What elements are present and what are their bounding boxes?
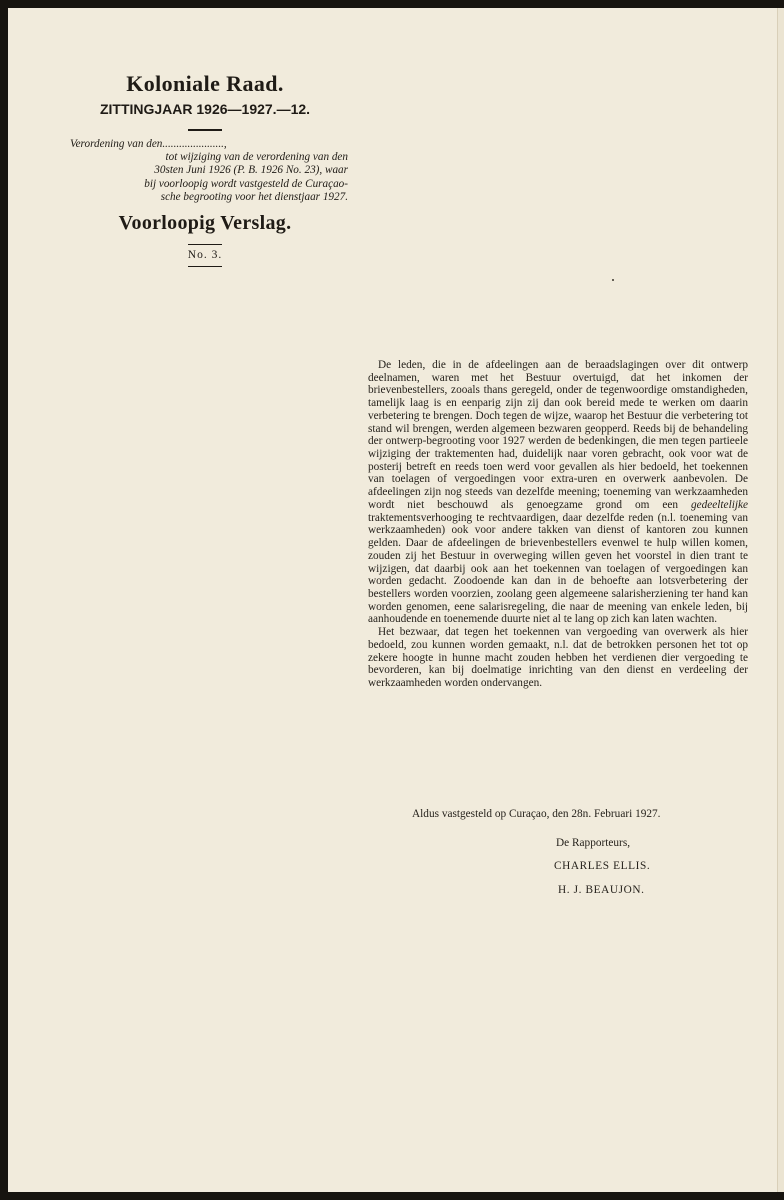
session-year: ZITTINGJAAR 1926—1927.—12.: [99, 101, 311, 117]
number-divider-bottom: [188, 266, 222, 267]
ordinance-subject: [60, 138, 350, 205]
document-page: [8, 8, 784, 1192]
report-number: No. 3.: [187, 248, 223, 261]
subject-line: sche begrooting voor het dienstjaar 1927.: [160, 191, 348, 204]
header-divider: [188, 129, 222, 131]
italic-word: gedeeltelijke: [690, 498, 749, 511]
paragraph: [368, 359, 748, 626]
subject-line: 30sten Juni 1926 (P. B. 1926 No. 23), waar: [154, 164, 348, 177]
rapporteurs-label: De Rapporteurs,: [556, 837, 631, 849]
paragraph-text: De leden, die in de afdeelingen aan de beraadslagingen over dit ontwerp deelnamen, waren met het Bestuur overtuigd, dat het inkomen der brievenbestellers, zooals thans geregeld, onder de tegenwoordige omstandigheden, tamelijk laag is en eenparig zijn zij dan ook bereid mede te werken om daarin verbetering te brengen. Doch tegen de wijze, waarop het Bestuur die verbetering tot stand wil brengen, werden algemeen bezwaren geopperd. Reeds bij de behandeling der ontwerp-begrooting voor 1927 werden de bedenkingen, die men tegen partieele wijziging der traktementen had, duidelijk naar voren gebracht, ook voor wat de posterij betreft en reeds toen werd voor gevallen als hier bedoeld, het toekennen van toelagen of vergoedingen voor extra-uren en overwerk aanbevolen. De afdeelingen zijn nog steeds van dezelfde meening; toeneming van werkzaamheden wordt niet beschouwd als genoegzame grond om een: [368, 359, 748, 511]
print-speck: [612, 279, 614, 281]
subject-line: Verordening van den......................,: [70, 137, 227, 150]
place-date: Aldus vastgesteld op Curaçao, den 28n. Februari 1927.: [412, 808, 661, 820]
report-title: Voorloopig Verslag.: [118, 211, 292, 234]
subject-line: bij voorloopig wordt vastgesteld de Curaçao-: [144, 177, 348, 190]
number-divider-top: [188, 244, 222, 245]
council-title: Koloniale Raad.: [126, 71, 284, 96]
paragraph-text: traktementsverhooging te rechtvaardigen, daar dezelfde reden (n.l. toeneming van werkzaamheden) ook voor andere takken van dienst of kantoren zou kunnen gelden. Daar de afdeelingen de brievenbestellers evenwel te hulp willen komen, zouden zij het Bestuur in overweging willen geven het voorstel in dien trant te wijzigen, dat daarbij ook aan het toekennen van toelagen of vergoedingen kan worden gedacht. Zoodoende kan dan in de behoefte aan lotsverbetering der bestellers worden voorzien, zoolang geen algemeene salarisherziening ter hand kan worden genomen, eene salarisregeling, die naar de meening van enkele leden, bij aanhoudende en toenemende duurte niet al te lang op zich kan laten wachten.: [368, 511, 748, 626]
paragraph: Het bezwaar, dat tegen het toekennen van vergoeding van overwerk als hier bedoeld, zou kunnen worden gemaakt, n.l. dat de betrokken personen het tot op zekere hoogte in hunne macht zouden hebben het verdienen dier vergoeding te bevorderen, kan bij doelmatige inrichting van den dienst en verdeeling der werkzaamheden worden ondervangen.: [368, 626, 748, 689]
report-body: [368, 359, 748, 690]
rapporteur-name: H. J. BEAUJON.: [558, 884, 645, 896]
subject-line: tot wijziging van de verordening van den: [165, 150, 348, 163]
rapporteur-name: CHARLES ELLIS.: [554, 860, 651, 872]
document-header: [60, 71, 350, 267]
